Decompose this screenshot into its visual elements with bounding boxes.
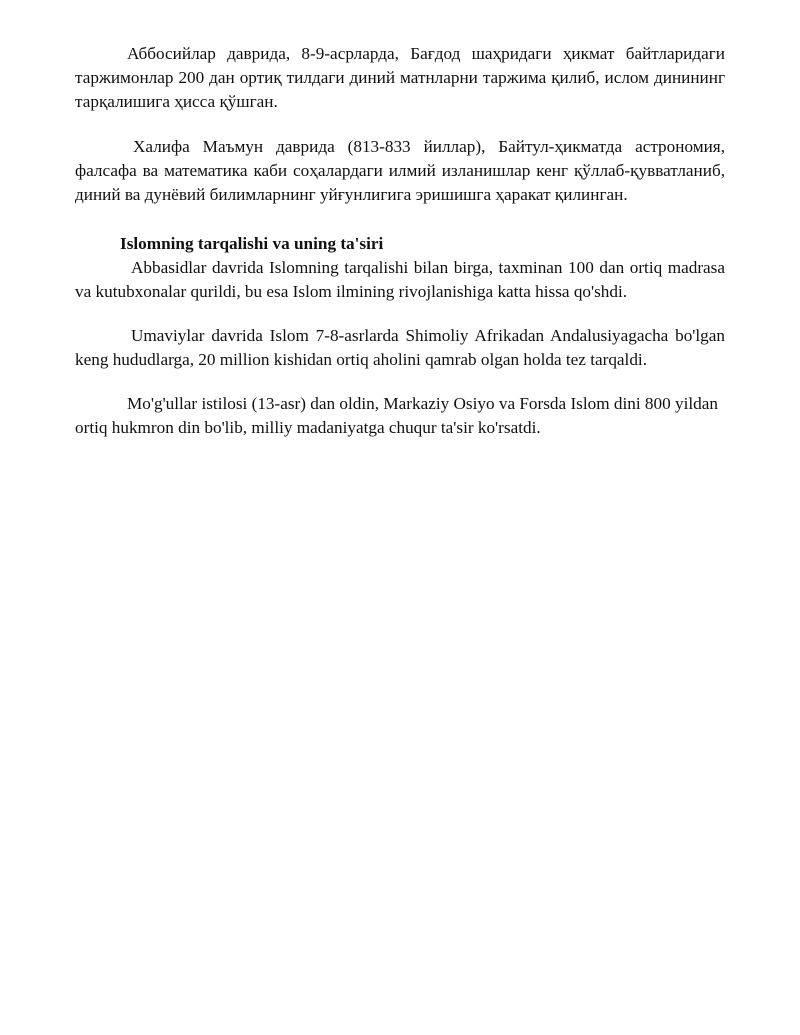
paragraph-mongol-invasion: Mo'g'ullar istilosi (13-asr) dan oldin, Markaziy Osiyo va Forsda Islom dini 800 yildan ortiq hukmron din bo'lib, milliy madaniyatga chuqur ta'sir ko'rsatdi.	[75, 394, 718, 437]
paragraph-abbasids-translators: Аббосийлар даврида, 8-9-асрларда, Бағдод шаҳридаги ҳикмат байтларидаги таржимонлар 200 дан ортиқ тилдаги диний матнларни таржима қилиб, ислом динининг тарқалишига ҳисса қўшган.	[75, 44, 725, 111]
paragraph-umayyads: Umaviylar davrida Islom 7-8-asrlarda Shimoliy Afrikadan Andalusiyagacha bo'lgan keng hududlarga, 20 million kishidan ortiq aholini qamrab olgan holda tez tarqaldi.	[75, 326, 725, 369]
section-heading: Islomning tarqalishi va uning ta'siri	[120, 234, 384, 253]
paragraph-madrasas: Abbasidlar davrida Islomning tarqalishi bilan birga, taxminan 100 dan ortiq madrasa va kutubxonalar qurildi, bu esa Islom ilmining rivojlanishiga katta hissa qo'shdi.	[75, 258, 725, 301]
paragraph-caliph-mamun: Халифа Маъмун даврида (813-833 йиллар), Байтул-ҳикматда астрономия, фалсафа ва математика каби соҳалардаги илмий изланишлар кенг қўллаб-қувватланиб, диний ва дунёвий билимларнинг уйғунлигига эришишга ҳаракат қилинган.	[75, 137, 725, 204]
document-page	[75, 42, 725, 440]
